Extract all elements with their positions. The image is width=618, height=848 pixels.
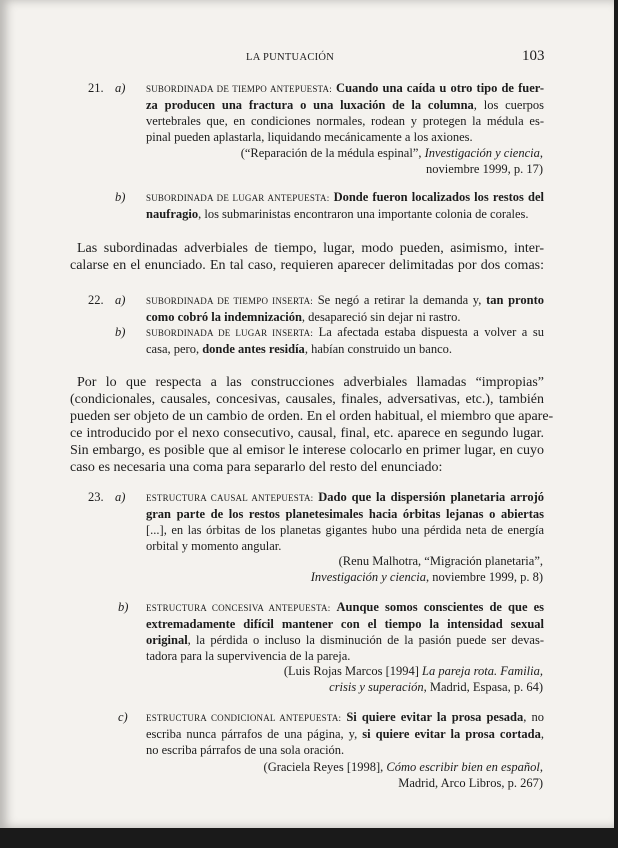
example-number: 23. [88, 490, 104, 504]
text-line: calarse en el enunciado. En tal caso, requieren aparecer delimitadas por dos comas: [70, 258, 544, 273]
example-23c-text [146, 709, 544, 758]
example-23b-text [146, 599, 544, 664]
running-title: LA PUNTUACIÓN [246, 52, 335, 63]
example-letter: a) [115, 81, 126, 95]
example-22a-text [146, 292, 544, 325]
text-line: Las subordinadas adverbiales de tiempo, lugar, modo pueden, asimismo, inter- [77, 241, 544, 256]
grammar-label: SUBORDINADA DE TIEMPO INSERTA: [146, 296, 314, 306]
citation: (Graciela Reyes [1998], Cómo escribir bien en español, Madrid, Arco Libros, p. 267) [263, 760, 543, 790]
text-line: pueden ser objeto de un cambio de orden. En el orden habitual, el miembro que apare- [70, 409, 554, 424]
text-line: tadora para la supervivencia de la pareja. [146, 649, 351, 663]
grammar-label: ESTRUCTURA CONCESIVA ANTEPUESTA: [146, 603, 331, 613]
text-line: vertebrales que, en condiciones normales, rodean y protegen la médula es- [146, 114, 544, 128]
text-line: Por lo que respecta a las construcciones adverbiales llamadas “impropias” [77, 375, 544, 390]
text-line: escriba nunca párrafos de una página, y, si quiere evitar la prosa cortada, [146, 727, 545, 741]
citation: (Renu Malhotra, “Migración planetaria”, Investigación y ciencia, noviembre 1999, p. 8) [310, 554, 543, 584]
text-line: orbital y momento angular. [146, 539, 282, 553]
citation: (“Reparación de la médula espinal”, Investigación y ciencia, noviembre 1999, p. 17) [240, 146, 543, 176]
text-line: caso es necesaria una coma para separarlo del resto del enunciado: [70, 460, 443, 475]
text-line: SUBORDINADA DE TIEMPO INSERTA: Se negó a retirar la demanda y, tan pronto [146, 293, 544, 307]
text-line: ce introducido por el nexo consecutivo, causal, final, etc. aparece en segundo lugar. [70, 426, 544, 441]
grammar-label: ESTRUCTURA CAUSAL ANTEPUESTA: [146, 493, 314, 503]
example-21b-text [146, 189, 544, 222]
example-letter: b) [118, 600, 129, 614]
body-paragraph [70, 374, 554, 476]
example-number: 21. [88, 81, 104, 95]
text-line: casa, pero, donde antes residía, habían construido un banco. [146, 342, 452, 356]
grammar-label: SUBORDINADA DE LUGAR ANTEPUESTA: [146, 193, 330, 203]
example-letter: b) [115, 325, 126, 339]
text-line: gran parte de los restos planetesimales hacia órbitas lejanas o abiertas [146, 507, 544, 521]
text-line: no escriba párrafos de una sola oración. [146, 743, 345, 757]
text-line: extremadamente difícil mantener con el tiempo la intensidad sexual [146, 617, 544, 631]
grammar-label: SUBORDINADA DE LUGAR INSERTA: [146, 328, 314, 338]
text-line: pinal pueden aplastarla, liquidando mecánicamente a los axiones. [146, 130, 473, 144]
example-letter: b) [115, 190, 126, 204]
text-line: za producen una fractura o una luxación de la columna, los cuerpos [146, 98, 544, 112]
example-21a-text [146, 80, 544, 145]
citation: (Luis Rojas Marcos [1994] La pareja rota. Familia, crisis y superación, Madrid, Espasa, p. 64) [283, 664, 543, 694]
text-line: ESTRUCTURA CONDICIONAL ANTEPUESTA: Si quiere evitar la prosa pesada, no [146, 710, 544, 724]
text-line: SUBORDINADA DE LUGAR INSERTA: La afectada estaba dispuesta a volver a su [146, 325, 544, 339]
text-line: como cobró la indemnización, desapareció sin dejar ni rastro. [146, 310, 461, 324]
example-number: 22. [88, 293, 104, 307]
text-line: ESTRUCTURA CAUSAL ANTEPUESTA: Dado que la dispersión planetaria arrojó [146, 490, 545, 504]
grammar-label: ESTRUCTURA CONDICIONAL ANTEPUESTA: [146, 713, 342, 723]
example-letter: a) [115, 490, 126, 504]
grammar-label: SUBORDINADA DE TIEMPO ANTEPUESTA: [146, 84, 332, 94]
text-line: original, la pérdida o incluso la disminución de la pasión puede ser devas- [146, 633, 544, 647]
text-line: [...], en las órbitas de los planetas gigantes hubo una pérdida neta de energía [146, 523, 544, 537]
example-letter: c) [118, 710, 128, 724]
page-number: 103 [522, 48, 545, 64]
text-line: ESTRUCTURA CONCESIVA ANTEPUESTA: Aunque somos conscientes de que es [146, 600, 544, 614]
text-line: SUBORDINADA DE LUGAR ANTEPUESTA: Donde fueron localizados los restos del [146, 190, 544, 204]
text-line: (condicionales, causales, concesivas, causales, finales, adversativas, etc.), también [70, 392, 544, 407]
example-22b-text [146, 324, 544, 357]
example-23a-text [146, 489, 544, 554]
body-paragraph [70, 240, 544, 274]
text-line: SUBORDINADA DE TIEMPO ANTEPUESTA: Cuando una caída u otro tipo de fuer- [146, 81, 544, 95]
example-letter: a) [115, 293, 126, 307]
text-line: Sin embargo, es posible que al emisor le interese colocarlo en primer lugar, en cuyo [70, 443, 544, 458]
text-line: naufragio, los submarinistas encontraron una importante colonia de corales. [146, 207, 529, 221]
